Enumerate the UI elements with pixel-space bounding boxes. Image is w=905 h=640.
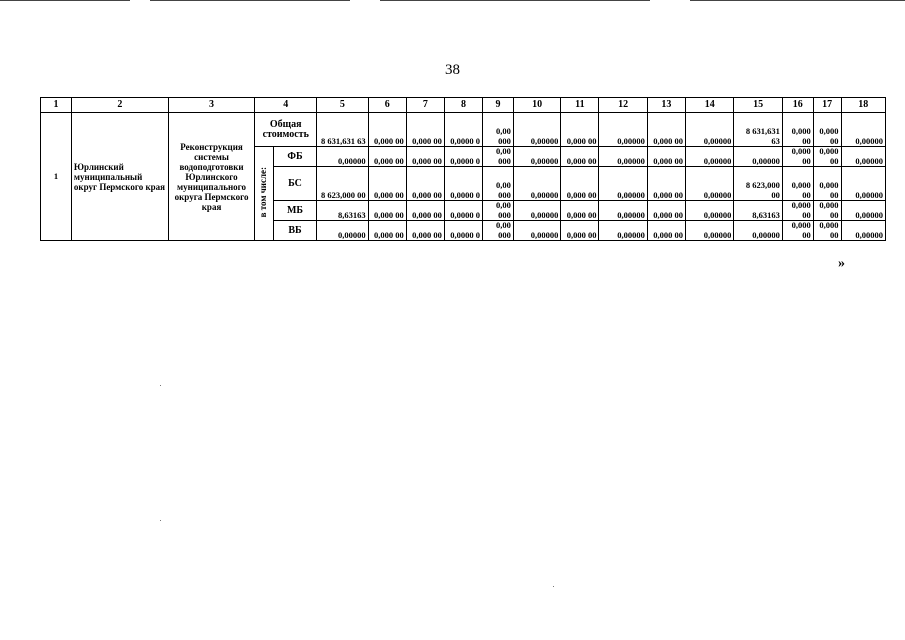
value-cell: 0,000 00 [406,221,444,241]
header-cell: 18 [841,98,885,113]
value-cell: 0,0000 0 [444,113,482,147]
top-border-line [0,0,905,3]
value-cell: 0,00 000 [483,201,514,221]
value-cell: 0,00000 [685,167,733,201]
value-cell: 0,000 00 [782,221,813,241]
value-cell: 0,00000 [599,201,647,221]
header-cell: 8 [444,98,482,113]
header-cell: 9 [483,98,514,113]
row-label: БС [273,167,316,201]
value-cell: 0,0000 0 [444,167,482,201]
value-cell: 0,00000 [599,113,647,147]
header-cell: 13 [647,98,685,113]
value-cell: 0,000 00 [647,221,685,241]
value-cell: 8,63163 [317,201,369,221]
value-cell: 0,000 00 [406,147,444,167]
value-cell: 0,000 00 [561,201,599,221]
value-cell: 0,000 00 [647,113,685,147]
value-cell: 0,000 00 [368,167,406,201]
value-cell: 0,00000 [513,147,560,167]
value-cell: 0,000 00 [813,167,841,201]
value-cell: 0,000 00 [561,147,599,167]
value-cell: 0,000 00 [406,167,444,201]
value-cell: 0,00000 [841,147,885,167]
value-cell: 0,00 000 [483,113,514,147]
header-cell: 2 [71,98,168,113]
value-cell: 0,00000 [317,221,369,241]
row-number: 1 [41,113,72,241]
value-cell: 8,63163 [734,201,782,221]
value-cell: 0,000 00 [813,221,841,241]
value-cell: 0,000 00 [813,147,841,167]
value-cell: 0,00 000 [483,147,514,167]
value-cell: 0,000 00 [782,113,813,147]
value-cell: 0,00000 [513,113,560,147]
value-cell: 8 623,000 00 [317,167,369,201]
value-cell: 0,000 00 [368,221,406,241]
value-cell: 0,00000 [599,147,647,167]
header-cell: 4 [255,98,317,113]
header-cell: 11 [561,98,599,113]
budget-table [40,97,886,241]
header-cell: 6 [368,98,406,113]
header-cell: 15 [734,98,782,113]
value-cell: 0,00000 [734,147,782,167]
header-cell: 1 [41,98,72,113]
header-cell: 16 [782,98,813,113]
value-cell: 0,00000 [841,167,885,201]
value-cell: 0,000 00 [561,167,599,201]
value-cell: 0,000 00 [368,147,406,167]
row-label: ВБ [273,221,316,241]
value-cell: 0,00000 [685,113,733,147]
value-cell: 0,000 00 [782,147,813,167]
value-cell: 0,00000 [513,201,560,221]
value-cell: 0,00 000 [483,167,514,201]
header-row [41,98,886,113]
value-cell: 0,00000 [317,147,369,167]
header-cell: 5 [317,98,369,113]
scan-speck [160,520,161,521]
value-cell: 0,000 00 [406,201,444,221]
value-cell: 8 623,000 00 [734,167,782,201]
value-cell: 0,000 00 [813,113,841,147]
municipality-name: Юрлинский муниципальный округ Пермского края [71,113,168,241]
value-cell: 0,00000 [734,221,782,241]
value-cell: 0,00000 [685,201,733,221]
value-cell: 0,000 00 [647,147,685,167]
header-cell: 3 [168,98,255,113]
value-cell: 0,000 00 [561,221,599,241]
value-cell: 0,000 00 [368,201,406,221]
value-cell: 0,0000 0 [444,221,482,241]
value-cell: 0,00000 [599,167,647,201]
header-cell: 17 [813,98,841,113]
value-cell: 0,000 00 [368,113,406,147]
value-cell: 0,000 00 [813,201,841,221]
value-cell: 0,00000 [841,221,885,241]
header-cell: 10 [513,98,560,113]
value-cell: 0,000 00 [647,201,685,221]
header-cell: 12 [599,98,647,113]
value-cell: 0,000 00 [561,113,599,147]
value-cell: 8 631,631 63 [317,113,369,147]
value-cell: 0,00000 [841,113,885,147]
row-label: Общая стоимость [255,113,317,147]
value-cell: 0,00000 [841,201,885,221]
value-cell: 0,00000 [513,221,560,241]
value-cell: 8 631,631 63 [734,113,782,147]
value-cell: 0,00000 [685,221,733,241]
value-cell: 0,00000 [685,147,733,167]
value-cell: 0,000 00 [782,201,813,221]
value-cell: 0,0000 0 [444,147,482,167]
value-cell: 0,000 00 [647,167,685,201]
header-cell: 7 [406,98,444,113]
closing-quote: » [838,256,845,271]
value-cell: 0,000 00 [782,167,813,201]
in-total-label: в том числе: [255,147,274,241]
page-number: 38 [445,62,460,78]
scan-speck [160,385,161,386]
value-cell: 0,00 000 [483,221,514,241]
table-row [41,113,886,147]
header-cell: 14 [685,98,733,113]
row-label: МБ [273,201,316,221]
project-name: Реконструкция системы водоподготовки Юрлинского муниципального округа Пермского края [168,113,255,241]
value-cell: 0,00000 [599,221,647,241]
value-cell: 0,00000 [513,167,560,201]
scan-speck [553,586,554,587]
row-label: ФБ [273,147,316,167]
value-cell: 0,0000 0 [444,201,482,221]
value-cell: 0,000 00 [406,113,444,147]
